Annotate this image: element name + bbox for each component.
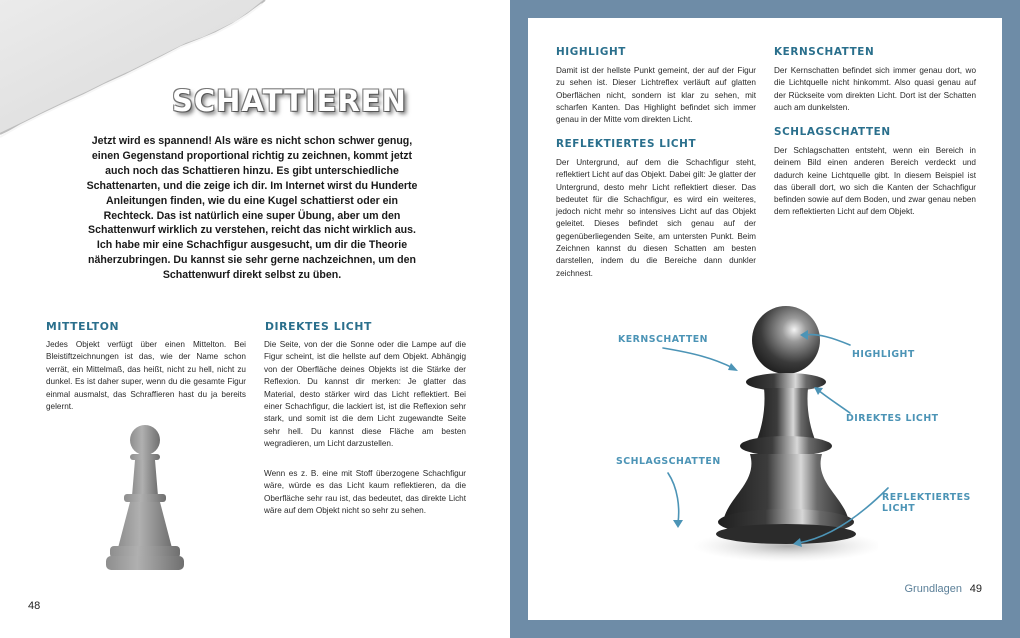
page-number-right: 49 <box>969 583 982 595</box>
mittelton-text: Jedes Objekt verfügt über einen Mittelton. Bei Bleistiftzeichnungen ist das, wie der Name schon verrät, ein Mittelmaß, das heißt, nicht zu hell, nicht zu dunkel. Es ist daher super, wenn du die gesamte Figur einmal ausmalst, das Schraffieren hast du ja bereits gelernt. <box>46 340 246 412</box>
direktes-licht-text: Die Seite, von der die Sonne oder die Lampe auf die Figur scheint, ist die hellste auf dem Objekt. Abhängig von der Oberfläche deines Objekts ist die Stärke der Reflexion. Du kannst dir merken: Je glatter das Material, desto stärker wird das Licht reflektiert. Bei einer Schachfigur, die lackiert ist, ist die Reflexion sehr stark, und somit ist die dem Licht zugewandte Seite sehr hell. Du kannst diese Fläche am besten wegradieren, um Licht darzustellen. <box>264 340 466 449</box>
page-title: SCHATTIEREN <box>172 84 407 118</box>
torn-paper-graphic <box>0 0 510 140</box>
small-pawn-image <box>100 418 190 588</box>
schlagschatten-heading: SCHLAGSCHATTEN <box>774 126 891 138</box>
direktes-licht-heading: DIREKTES LICHT <box>265 320 372 333</box>
large-pawn-image <box>688 296 878 566</box>
reflektiertes-licht-text: Der Untergrund, auf dem die Schachfigur steht, reflektiert Licht auf das Objekt. Dabei gilt: Je glatter der Untergrund, desto mehr Licht reflektiert dieser. Das bedeutet für die Schachfigur, es wird ein weiteres, jedoch nicht mehr so intensives Licht auf das Objekt geleitet. Dieses befindet sich genau auf der gegenüberliegenden Seite, am untersten Punkt. Beim Zeichnen kannst du diesen Schatten am besten darstellen, indem du die Bereiche dann dunkler zeichnest. <box>556 158 756 278</box>
label-reflektiertes-licht: REFLEKTIERTES LICHT <box>882 492 971 514</box>
right-page <box>510 0 1020 638</box>
schlagschatten-text: Der Schlagschatten entsteht, wenn ein Bereich in deinem Bild einen anderen Bereich verdeckt und dadurch keine Lichtquelle gibt. In diesem Beispiel ist das überall dort, wo sich die Kanten der Schachfigur befinden sowie auf dem Boden, und zwar genau neben dem reflektierten Licht auf dem Objekt. <box>774 146 976 217</box>
label-schlagschatten: SCHLAGSCHATTEN <box>616 456 721 467</box>
right-content-panel <box>528 18 1002 620</box>
page-number-left: 48 <box>28 600 41 612</box>
footer-section-label: Grundlagen <box>904 583 962 595</box>
label-kernschatten: KERNSCHATTEN <box>618 334 708 345</box>
reflektiertes-licht-heading: REFLEKTIERTES LICHT <box>556 138 697 150</box>
label-highlight: HIGHLIGHT <box>852 349 915 360</box>
direktes-licht-text-2: Wenn es z. B. eine mit Stoff überzogene Schachfigur wäre, würde es das Licht kaum reflektieren, da die Oberfläche sehr rau ist, das bedeutet, das direkte Licht wäre auf dem Objekt nicht so sehr zu sehen. <box>264 469 466 516</box>
kernschatten-heading: KERNSCHATTEN <box>774 46 875 58</box>
highlight-text: Damit ist der hellste Punkt gemeint, der auf der Figur zu sehen ist. Dieser Lichtreflex verläuft auf glatten Oberflächen nicht, sondern ist klar zu sehen, mit scharfen Kanten. Das Highlight befindet sich immer genau in der Mitte vom direkten Licht. <box>556 66 756 125</box>
intro-paragraph: Jetzt wird es spannend! Als wäre es nicht schon schwer genug, einen Gegenstand proportional richtig zu zeichnen, kommt jetzt auch noch das Schattieren hinzu. Es gibt unterschiedliche Schattenarten, und die zeige ich dir. Im Internet wirst du Hunderte Anleitungen finden, wie du eine Kugel schattierst oder ein Rechteck. Das ist natürlich eine super Übung, aber um den Schattenwurf wirklich zu verstehen, reicht das nicht wirklich aus. Ich habe mir eine Schachfigur ausgesucht, um dir die Theorie näherzubringen. Du kannst sie sehr gerne nachzeichnen, um den Schattenwurf direkt selbst zu üben. <box>86 135 418 282</box>
mittelton-heading: MITTELTON <box>46 320 120 333</box>
label-direktes-licht: DIREKTES LICHT <box>846 413 939 424</box>
kernschatten-text: Der Kernschatten befindet sich immer genau dort, wo die Lichtquelle nicht hinkommt. Also quasi genau auf der Rückseite vom direkten Licht. Dort ist der Schatten auch am dunkelsten. <box>774 66 976 112</box>
highlight-heading: HIGHLIGHT <box>556 46 626 58</box>
